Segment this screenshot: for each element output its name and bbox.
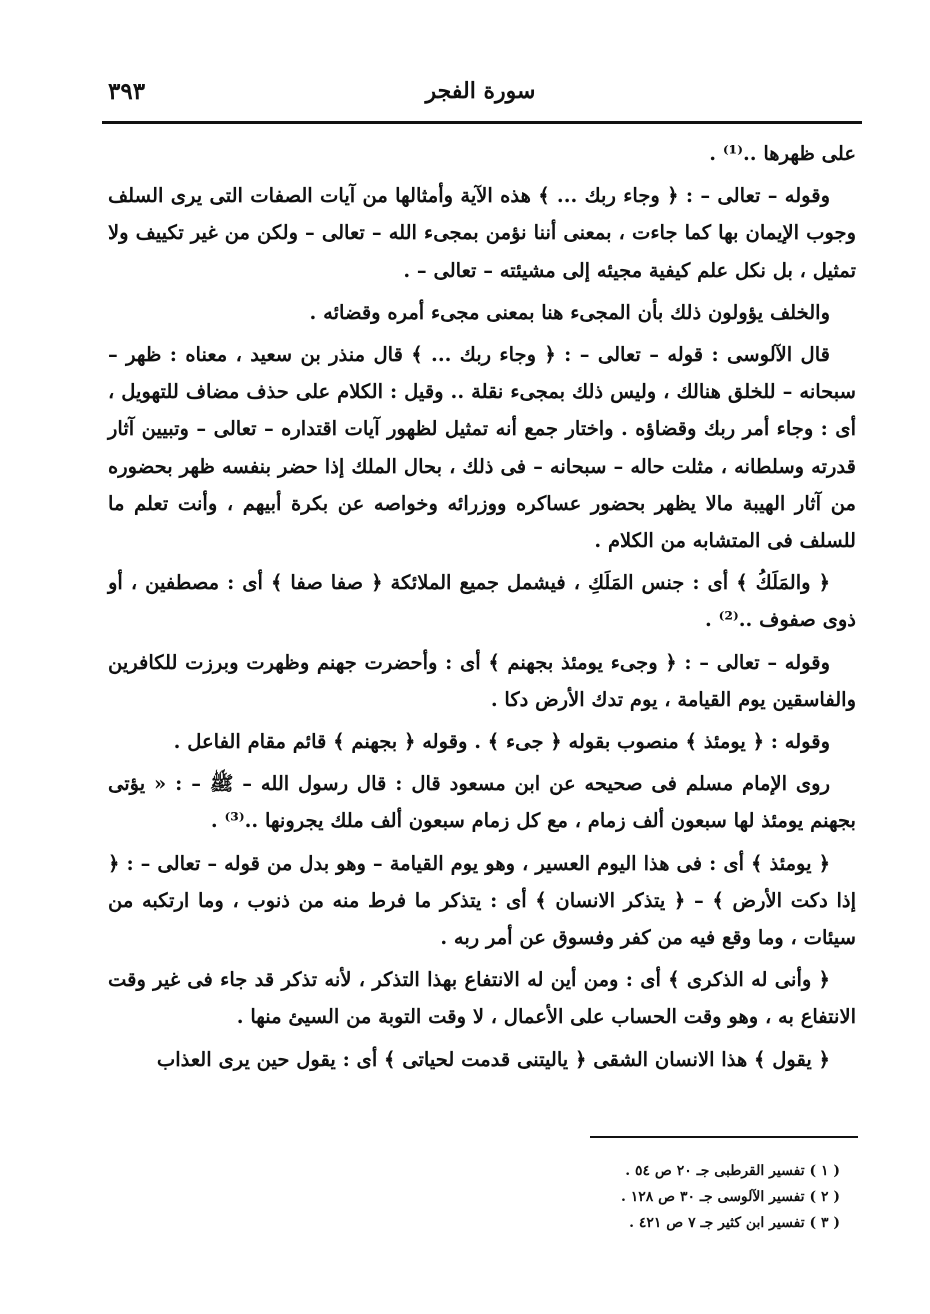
- paragraph: ﴿ وأنى له الذكرى ﴾ أى : ومن أين له الانتفاع بهذا التذكر ، لأنه تذكر قد جاء فى غير وقت الانتفاع به ، وهو وقت الحساب على الأعمال ، لا وقت التوبة من السيئ منها .: [108, 968, 856, 1029]
- paragraph: روى الإمام مسلم فى صحيحه عن ابن مسعود قال : قال رسول الله – ﷺ – : « يؤتى بجهنم يومئذ لها سبعون ألف زمام ، مع كل زمام سبعون ألف ملك يجرونها ..⁽³⁾ .: [108, 772, 856, 833]
- paragraph: ﴿ يومئذ ﴾ أى : فى هذا اليوم العسير ، وهو يوم القيامة – وهو بدل من قوله – تعالى – : ﴿ إذا دكت الأرض ﴾ – ﴿ يتذكر الانسان ﴾ أى : يتذكر ما فرط منه من ذنوب ، وما ارتكبه من سيئات ، وما وقع فيه من كفر وفسوق عن أمر ربه .: [108, 851, 856, 950]
- body-text: [108, 135, 856, 1083]
- paragraph: والخلف يؤولون ذلك بأن المجىء هنا بمعنى مجىء أمره وقضائه .: [309, 300, 830, 324]
- footnote: ( ٢ ) تفسير الآلوسى جـ ٣٠ ص ١٢٨ .: [620, 1189, 840, 1205]
- running-title: سورة الفجر: [425, 78, 536, 104]
- page-header: [108, 78, 853, 112]
- paragraph: ﴿ والمَلَكُ ﴾ أى : جنس المَلَكِ ، فيشمل جميع الملائكة ﴿ صفا صفا ﴾ أى : مصطفين ، أو ذوى صفوف ..⁽²⁾ .: [108, 571, 856, 632]
- footnote: ( ١ ) تفسير القرطبى جـ ٢٠ ص ٥٤ .: [625, 1163, 840, 1179]
- header-divider: [102, 121, 862, 124]
- paragraph: قال الآلوسى : قوله – تعالى – : ﴿ وجاء ربك ... ﴾ قال منذر بن سعيد ، معناه : ظهر – سبحانه – للخلق هنالك ، وليس ذلك بمجىء نقلة .. وقيل : الكلام على حذف مضاف للتهويل ، أى : وجاء أمر ربك وقضاؤه . واختار جمع أنه تمثيل لظهور آيات اقتداره – تعالى – وتبيين آثار قدرته وسلطانه ، مثلت حاله – سبحانه – فى ذلك ، بحال الملك إذا حضر بنفسه ظهر بحضوره من آثار الهيبة مالا يظهر بحضور عساكره ووزرائه وخواصه عن بكرة أبيهم ، وأنت تعلم ما للسلف فى المتشابه من الكلام .: [108, 343, 856, 553]
- paragraph: وقوله – تعالى – : ﴿ وجاء ربك ... ﴾ هذه الآية وأمثالها من آيات الصفات التى يرى السلف وجوب الإيمان بها كما جاءت ، بمعنى أننا نؤمن بمجىء الله – تعالى – ولكن من غير تكييف ولا تمثيل ، بل نكل علم كيفية مجيئه إلى مشيئته – تعالى – .: [108, 184, 856, 282]
- paragraph: على ظهرها ..⁽¹⁾ .: [709, 142, 856, 165]
- paragraph: وقوله : ﴿ يومئذ ﴾ منصوب بقوله ﴿ جىء ﴾ . وقوله ﴿ بجهنم ﴾ قائم مقام الفاعل .: [173, 730, 830, 754]
- footnotes: [430, 1158, 840, 1236]
- page-number: ٣٩٣: [108, 78, 146, 105]
- footnote: ( ٣ ) تفسير ابن كثير جـ ٧ ص ٤٢١ .: [629, 1215, 840, 1231]
- paragraph: وقوله – تعالى – : ﴿ وجىء يومئذ بجهنم ﴾ أى : وأحضرت جهنم وظهرت وبرزت للكافرين والفاسقين يوم القيامة ، يوم تدك الأرض دكا .: [108, 650, 856, 711]
- footnote-divider: [590, 1136, 858, 1138]
- paragraph: ﴿ يقول ﴾ هذا الانسان الشقى ﴿ ياليتنى قدمت لحياتى ﴾ أى : يقول حين يرى العذاب: [156, 1047, 830, 1071]
